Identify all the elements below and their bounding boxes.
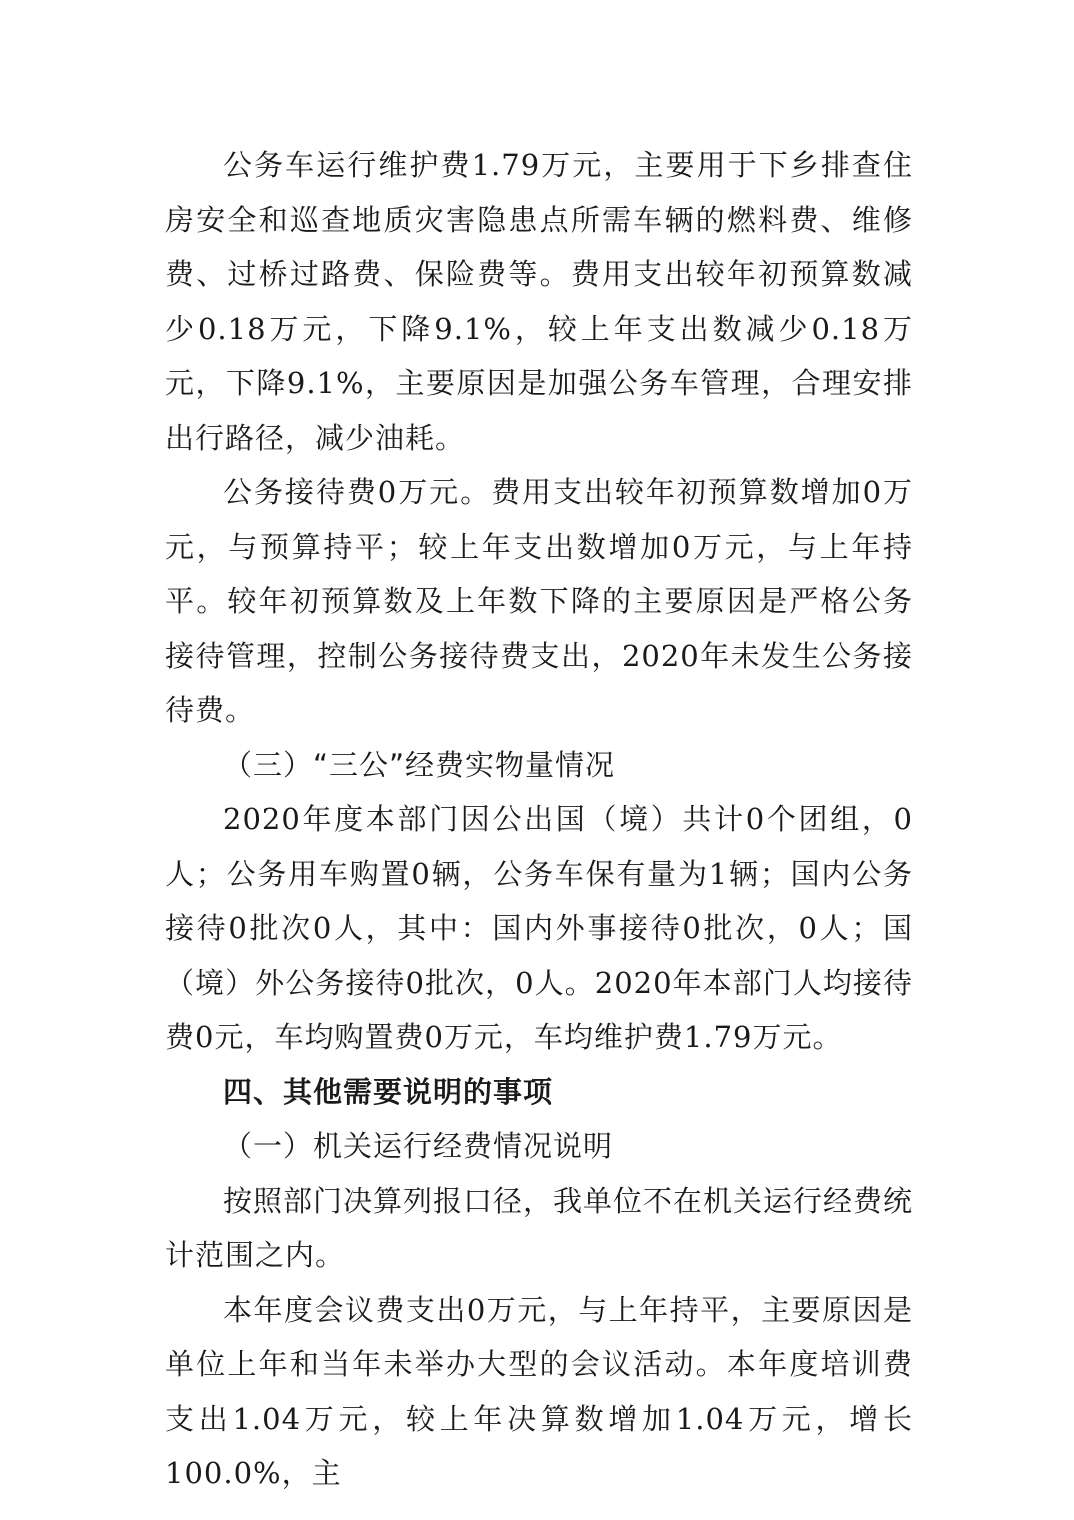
paragraph-physical-quantity: 2020年度本部门因公出国（境）共计0个团组，0人；公务用车购置0辆，公务车保有量为1辆；国内公务接待0批次0人，其中：国内外事接待0批次，0人；国（境）外公务接待0批次，0人。2020年本部门人均接待费0元，车均购置费0万元，车均维护费1.79万元。 (165, 802, 913, 1054)
paragraph-reception-fee: 公务接待费0万元。费用支出较年初预算数增加0万元，与预算持平；较上年支出数增加0万元，与上年持平。较年初预算数及上年数下降的主要原因是严格公务接待管理，控制公务接待费支出，2020年未发生公务接待费。 (165, 475, 913, 727)
paragraph-operating-funds: 按照部门决算列报口径，我单位不在机关运行经费统计范围之内。 (165, 1183, 914, 1272)
section-heading-other-matters: 四、其他需要说明的事项 (223, 1074, 554, 1109)
paragraph-meeting-training-fees: 本年度会议费支出0万元，与上年持平，主要原因是单位上年和当年未举办大型的会议活动。本年度培训费支出1.04万元，较上年决算数增加1.04万元，增长100.0%，主 (165, 1292, 913, 1490)
document-body (165, 138, 913, 1501)
subsection-heading-operating-funds: （一）机关运行经费情况说明 (223, 1129, 614, 1163)
section-heading-physical-quantity: （三）“三公”经费实物量情况 (223, 747, 616, 782)
paragraph-vehicle-maintenance: 公务车运行维护费1.79万元，主要用于下乡排查住房安全和巡查地质灾害隐患点所需车辆的燃料费、维修费、过桥过路费、保险费等。费用支出较年初预算数减少0.18万元，下降9.1%，较上年支出数减少0.18万元，下降9.1%，主要原因是加强公务车管理，合理安排出行路径，减少油耗。 (165, 148, 913, 455)
